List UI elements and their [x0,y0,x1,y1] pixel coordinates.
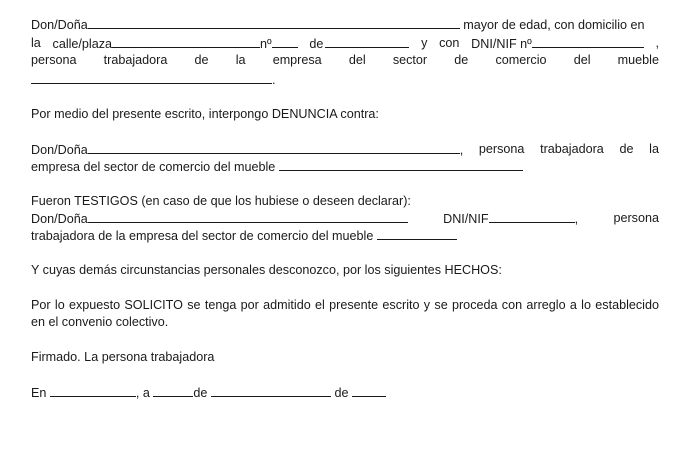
dni-group [471,36,644,52]
word: persona [31,53,77,67]
calle-group [53,36,298,52]
word: comercio [495,53,547,67]
blank-denounced-company[interactable] [279,159,523,171]
word: de [194,53,209,67]
label-en: En [31,386,47,400]
p1-line4 [31,72,276,88]
word: sector [392,53,428,67]
p1-line2 [31,36,659,52]
p4-testigos: Fueron TESTIGOS (en caso de que los hubiese o deseen declarar): [31,194,411,208]
comma: , [459,143,464,157]
blank-witness-name[interactable] [88,211,408,223]
p6-line1: Por lo expuesto SOLICITO se tenga por admitido el presente escrito y se proceda con arreglo a lo establecido [31,298,659,312]
blank-company[interactable] [31,72,272,84]
blank-place[interactable] [50,385,136,397]
blank-denounced-name[interactable] [88,142,460,154]
p2-denuncia: Por medio del presente escrito, interpongo DENUNCIA contra: [31,107,379,121]
label-de: de [334,386,349,400]
blank-day[interactable] [153,385,193,397]
blank-witness-company[interactable] [377,228,457,240]
blank-witness-dni[interactable] [489,211,575,223]
don-group [31,142,463,158]
word: la [649,142,659,156]
label-de: de [193,386,208,400]
label-dni: DNI/NIF [443,212,489,226]
p3-line1 [31,142,659,158]
p7-firmado: Firmado. La persona trabajadora [31,350,215,364]
word: con [439,36,460,50]
word: trabajadora [540,142,604,156]
blank-month[interactable] [211,385,331,397]
text-empresa: empresa del sector de comercio del mueble [31,160,276,174]
dni-group [443,211,578,227]
p1-line3 [31,53,659,68]
p8-date-line [31,385,386,401]
word: y [421,36,428,50]
p5-hechos: Y cuyas demás circunstancias personales desconozco, por los siguientes HECHOS: [31,263,502,277]
blank-street[interactable] [112,36,260,48]
de-group [309,36,409,52]
period: . [272,73,276,87]
blank-city[interactable] [325,36,409,48]
don-group [31,211,408,227]
label-dni: DNI/NIF [471,37,517,51]
blank-name[interactable] [88,17,460,29]
label-a: , a [135,386,150,400]
word: persona [478,142,525,156]
p4-line2 [31,211,659,227]
label-dni-num: nº [520,37,532,51]
word: de [454,53,469,67]
text-mayor-edad: mayor de edad, con domicilio en [459,18,645,32]
p6-line2: en el convenio colectivo. [31,315,169,329]
word: trabajadora [103,53,168,67]
label-don-dona: Don/Doña [31,143,88,157]
p1-line1 [31,17,645,33]
word: persona [613,211,659,225]
word: del [573,53,591,67]
comma: , [574,212,579,226]
word: mueble [617,53,659,67]
blank-year[interactable] [352,385,386,397]
word: de [619,142,634,156]
word: empresa [272,53,322,67]
blank-number[interactable] [272,36,298,48]
label-de: de [309,37,324,51]
text-trabajadora: trabajadora de la empresa del sector de comercio del mueble [31,229,374,243]
label-don-dona: Don/Doña [31,212,88,226]
label-calle: calle/plaza [52,37,113,51]
blank-dni[interactable] [532,36,644,48]
p3-line2 [31,159,523,175]
label-num: nº [260,37,272,51]
comma: , [655,36,659,50]
p4-line3 [31,228,457,244]
word: la [31,36,41,50]
label-don-dona: Don/Doña [31,18,88,32]
word: del [348,53,366,67]
word: la [235,53,246,67]
